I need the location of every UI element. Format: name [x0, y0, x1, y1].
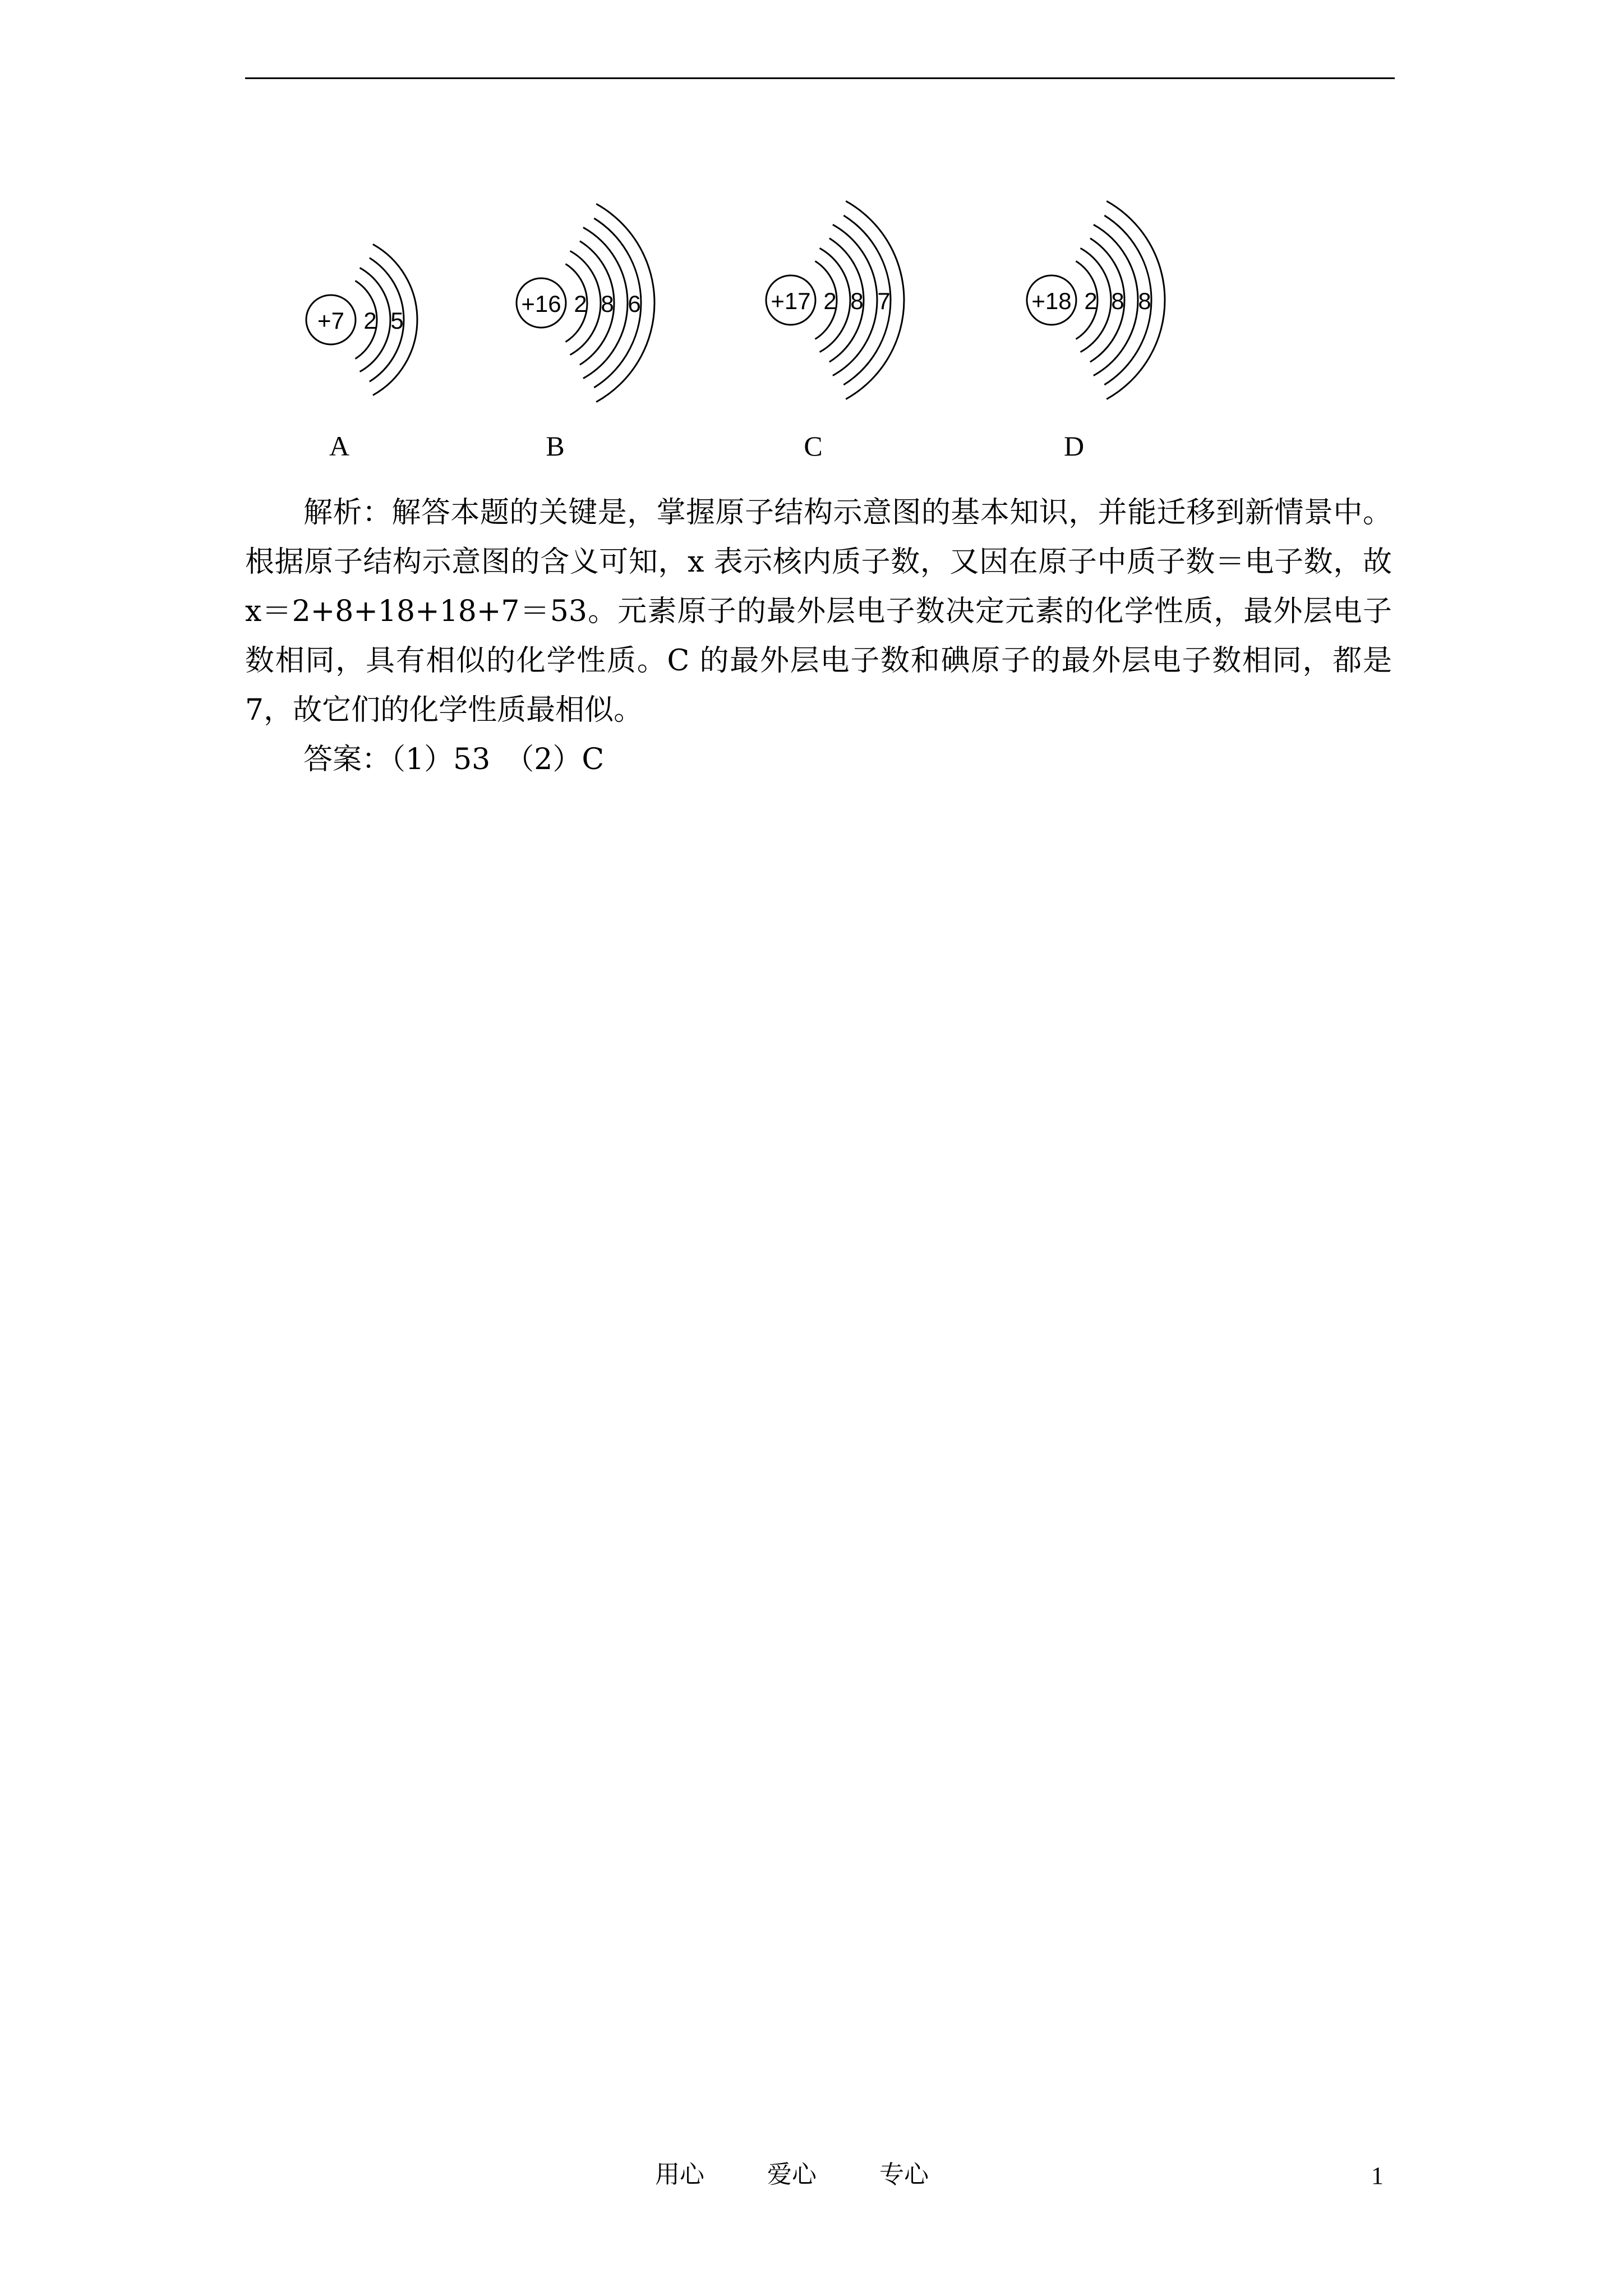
- nucleus-charge: +16: [521, 291, 561, 317]
- atom-label-a: A: [329, 430, 350, 462]
- analysis-section: [245, 488, 1392, 784]
- atom-label-b: B: [546, 430, 565, 462]
- atom-d: [1027, 201, 1165, 399]
- electron-count: 2: [363, 307, 377, 334]
- footer-motto-1: 用心: [655, 2160, 704, 2189]
- electron-count: 2: [823, 288, 837, 314]
- atom-label-c: C: [804, 430, 823, 462]
- footer-motto-2: 爱心: [767, 2160, 817, 2189]
- analysis-paragraph: 解析：解答本题的关键是，掌握原子结构示意图的基本知识，并能迁移到新情景中。根据原子结构示意图的含义可知，x 表示核内质子数，又因在原子中质子数＝电子数，故 x＝2+8+18+18+7＝53。元素原子的最外层电子数决定元素的化学性质，最外层电子数相同，具有相似的化学性质。C 的最外层电子数和碘原子的最外层电子数相同，都是 7，故它们的化学性质最相似。: [245, 496, 1392, 727]
- electron-count: 8: [1111, 288, 1124, 314]
- electron-count: 8: [850, 288, 864, 314]
- electron-count: 2: [1084, 288, 1098, 314]
- nucleus-charge: +17: [771, 288, 811, 314]
- electron-count: 7: [877, 288, 891, 314]
- page-number: 1: [1371, 2162, 1384, 2189]
- nucleus-charge: +7: [317, 307, 344, 334]
- nucleus-charge: +18: [1031, 288, 1072, 314]
- atom-b: [517, 204, 654, 402]
- atom-label-d: D: [1063, 430, 1085, 462]
- electron-count: 6: [628, 291, 641, 317]
- electron-count: 5: [390, 307, 404, 334]
- electron-count: 8: [1138, 288, 1151, 314]
- atom-diagrams: [0, 0, 1623, 505]
- atom-c: [766, 201, 904, 399]
- answer-line: 答案：（1）53 （2）C: [303, 743, 605, 776]
- footer-motto-3: 专心: [879, 2160, 929, 2189]
- atomic-structure-figure: [0, 0, 1623, 505]
- electron-count: 8: [601, 291, 614, 317]
- electron-count: 2: [574, 291, 587, 317]
- atom-a: [306, 244, 417, 395]
